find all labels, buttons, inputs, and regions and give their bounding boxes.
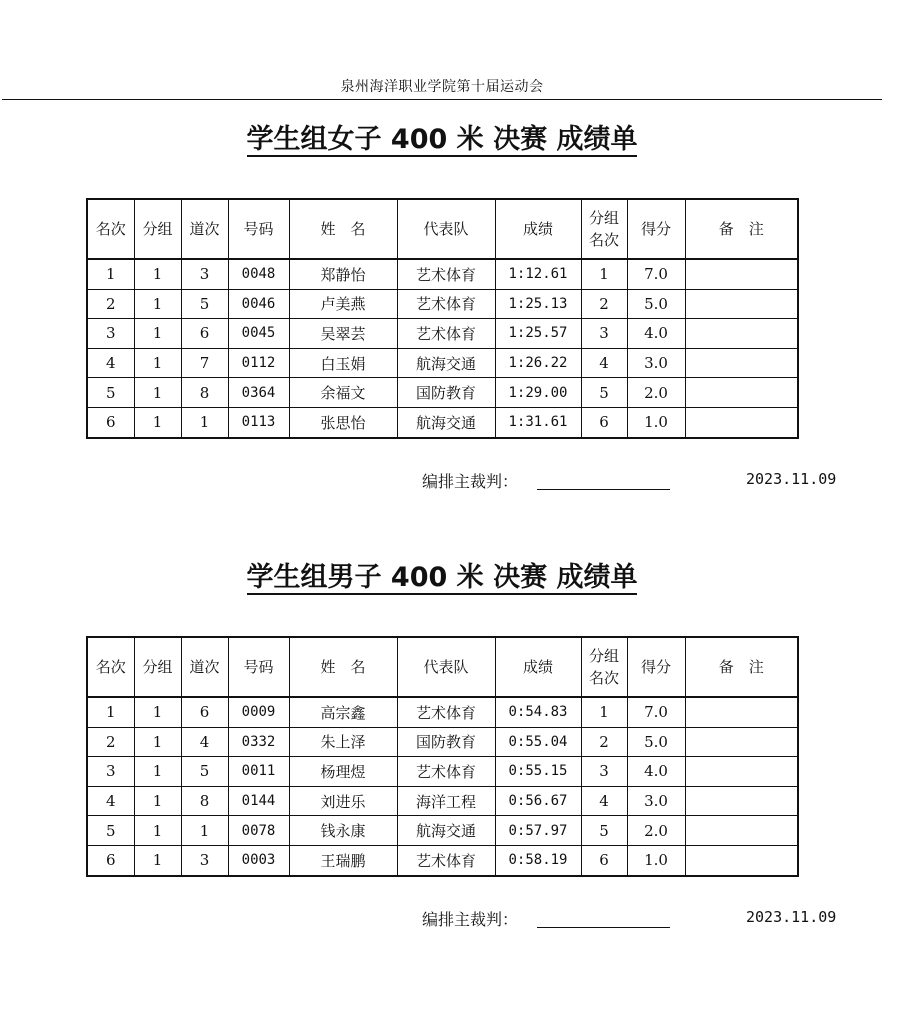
cell-result-time: 0:56.67 — [495, 786, 581, 816]
cell-points: 3.0 — [627, 348, 685, 378]
column-header-group: 分组 — [134, 199, 181, 259]
cell-result-time: 1:26.22 — [495, 348, 581, 378]
cell-result-time: 0:55.04 — [495, 727, 581, 757]
cell-result-time: 1:12.61 — [495, 259, 581, 289]
cell-lane: 6 — [181, 697, 228, 727]
table-row — [87, 786, 798, 816]
cell-team: 海洋工程 — [397, 786, 495, 816]
cell-points: 1.0 — [627, 845, 685, 875]
sheet-title — [0, 558, 884, 598]
column-header-group: 分组 — [134, 637, 181, 697]
table-row — [87, 697, 798, 727]
table-row — [87, 319, 798, 349]
cell-remarks — [685, 727, 798, 757]
sheet-title — [0, 120, 884, 160]
column-header-group-rank: 分组 名次 — [581, 199, 627, 259]
cell-remarks — [685, 697, 798, 727]
cell-bib-number: 0045 — [228, 319, 289, 349]
results-sheet-women — [0, 0, 912, 491]
column-header-lane: 道次 — [181, 637, 228, 697]
cell-points: 2.0 — [627, 816, 685, 846]
cell-team: 国防教育 — [397, 727, 495, 757]
table-row — [87, 259, 798, 289]
cell-lane: 8 — [181, 786, 228, 816]
column-header-bib-number: 号码 — [228, 199, 289, 259]
cell-group: 1 — [134, 845, 181, 875]
cell-group-rank: 6 — [581, 845, 627, 875]
cell-rank: 5 — [87, 816, 134, 846]
cell-lane: 3 — [181, 259, 228, 289]
cell-rank: 3 — [87, 319, 134, 349]
column-header-result-time: 成绩 — [495, 199, 581, 259]
cell-lane: 4 — [181, 727, 228, 757]
cell-rank: 2 — [87, 727, 134, 757]
results-sheet-men — [0, 438, 912, 929]
cell-remarks — [685, 259, 798, 289]
table-row — [87, 407, 798, 437]
cell-points: 7.0 — [627, 259, 685, 289]
cell-group-rank: 5 — [581, 816, 627, 846]
cell-group-rank: 4 — [581, 348, 627, 378]
cell-remarks — [685, 757, 798, 787]
cell-athlete-name: 钱永康 — [289, 816, 397, 846]
cell-athlete-name: 杨理煜 — [289, 757, 397, 787]
cell-athlete-name: 刘进乐 — [289, 786, 397, 816]
cell-remarks — [685, 319, 798, 349]
table-header-row — [87, 199, 798, 259]
cell-bib-number: 0364 — [228, 378, 289, 408]
cell-rank: 3 — [87, 757, 134, 787]
judge-label: 编排主裁判： — [422, 472, 519, 491]
cell-bib-number: 0144 — [228, 786, 289, 816]
cell-bib-number: 0112 — [228, 348, 289, 378]
cell-rank: 1 — [87, 697, 134, 727]
cell-team: 艺术体育 — [397, 259, 495, 289]
cell-remarks — [685, 845, 798, 875]
cell-lane: 3 — [181, 845, 228, 875]
cell-athlete-name: 朱上泽 — [289, 727, 397, 757]
cell-group: 1 — [134, 319, 181, 349]
cell-team: 国防教育 — [397, 378, 495, 408]
cell-points: 2.0 — [627, 378, 685, 408]
table-header-row — [87, 637, 798, 697]
cell-athlete-name: 郑静怡 — [289, 259, 397, 289]
cell-points: 3.0 — [627, 786, 685, 816]
cell-result-time: 0:58.19 — [495, 845, 581, 875]
column-header-rank: 名次 — [87, 199, 134, 259]
cell-result-time: 1:25.13 — [495, 289, 581, 319]
column-header-rank: 名次 — [87, 637, 134, 697]
cell-team: 艺术体育 — [397, 757, 495, 787]
cell-points: 4.0 — [627, 757, 685, 787]
cell-athlete-name: 吴翠芸 — [289, 319, 397, 349]
cell-rank: 6 — [87, 407, 134, 437]
cell-remarks — [685, 786, 798, 816]
cell-team: 艺术体育 — [397, 697, 495, 727]
table-row — [87, 816, 798, 846]
cell-remarks — [685, 378, 798, 408]
cell-bib-number: 0048 — [228, 259, 289, 289]
cell-result-time: 0:57.97 — [495, 816, 581, 846]
cell-athlete-name: 卢美燕 — [289, 289, 397, 319]
cell-lane: 8 — [181, 378, 228, 408]
cell-rank: 4 — [87, 348, 134, 378]
column-header-points: 得分 — [627, 199, 685, 259]
cell-bib-number: 0003 — [228, 845, 289, 875]
cell-team: 航海交通 — [397, 407, 495, 437]
cell-group-rank: 6 — [581, 407, 627, 437]
cell-group-rank: 1 — [581, 259, 627, 289]
cell-group-rank: 3 — [581, 319, 627, 349]
cell-athlete-name: 高宗鑫 — [289, 697, 397, 727]
sheet-date: 2023.11.09 — [746, 470, 837, 488]
column-header-athlete-name: 姓 名 — [289, 199, 397, 259]
cell-bib-number: 0046 — [228, 289, 289, 319]
cell-group: 1 — [134, 697, 181, 727]
cell-group-rank: 4 — [581, 786, 627, 816]
event-header-title: 泉州海洋职业学院第十届运动会 — [340, 79, 544, 95]
cell-remarks — [685, 289, 798, 319]
cell-group-rank: 5 — [581, 378, 627, 408]
cell-lane: 6 — [181, 319, 228, 349]
cell-bib-number: 0332 — [228, 727, 289, 757]
column-header-team: 代表队 — [397, 199, 495, 259]
cell-group-rank: 2 — [581, 289, 627, 319]
cell-group: 1 — [134, 378, 181, 408]
sheet-title-text: 学生组男子 400 米 决赛 成绩单 — [246, 562, 638, 593]
cell-group-rank: 3 — [581, 757, 627, 787]
cell-points: 4.0 — [627, 319, 685, 349]
column-header-athlete-name: 姓 名 — [289, 637, 397, 697]
cell-bib-number: 0078 — [228, 816, 289, 846]
cell-result-time: 0:54.83 — [495, 697, 581, 727]
cell-points: 5.0 — [627, 727, 685, 757]
cell-athlete-name: 余福文 — [289, 378, 397, 408]
table-row — [87, 348, 798, 378]
column-header-group-rank: 分组 名次 — [581, 637, 627, 697]
results-table — [86, 636, 799, 877]
cell-team: 艺术体育 — [397, 845, 495, 875]
cell-points: 1.0 — [627, 407, 685, 437]
cell-points: 7.0 — [627, 697, 685, 727]
cell-group-rank: 1 — [581, 697, 627, 727]
results-table — [86, 198, 799, 439]
cell-lane: 1 — [181, 816, 228, 846]
cell-bib-number: 0113 — [228, 407, 289, 437]
cell-rank: 6 — [87, 845, 134, 875]
cell-group-rank: 2 — [581, 727, 627, 757]
column-header-result-time: 成绩 — [495, 637, 581, 697]
cell-remarks — [685, 816, 798, 846]
cell-team: 艺术体育 — [397, 319, 495, 349]
cell-group: 1 — [134, 816, 181, 846]
cell-remarks — [685, 348, 798, 378]
cell-group: 1 — [134, 407, 181, 437]
cell-lane: 5 — [181, 289, 228, 319]
table-row — [87, 845, 798, 875]
cell-result-time: 1:31.61 — [495, 407, 581, 437]
cell-group: 1 — [134, 259, 181, 289]
cell-rank: 5 — [87, 378, 134, 408]
cell-rank: 2 — [87, 289, 134, 319]
cell-rank: 1 — [87, 259, 134, 289]
cell-group: 1 — [134, 289, 181, 319]
cell-lane: 5 — [181, 757, 228, 787]
table-row — [87, 289, 798, 319]
cell-group: 1 — [134, 727, 181, 757]
cell-group: 1 — [134, 786, 181, 816]
column-header-remarks: 备 注 — [685, 199, 798, 259]
cell-result-time: 1:29.00 — [495, 378, 581, 408]
cell-team: 航海交通 — [397, 816, 495, 846]
cell-rank: 4 — [87, 786, 134, 816]
table-body — [87, 697, 798, 876]
cell-bib-number: 0009 — [228, 697, 289, 727]
cell-athlete-name: 王瑞鹏 — [289, 845, 397, 875]
column-header-bib-number: 号码 — [228, 637, 289, 697]
judge-signature-line — [537, 927, 670, 928]
cell-result-time: 0:55.15 — [495, 757, 581, 787]
cell-team: 航海交通 — [397, 348, 495, 378]
cell-athlete-name: 白玉娟 — [289, 348, 397, 378]
cell-athlete-name: 张思怡 — [289, 407, 397, 437]
cell-group: 1 — [134, 348, 181, 378]
column-header-remarks: 备 注 — [685, 637, 798, 697]
cell-remarks — [685, 407, 798, 437]
cell-result-time: 1:25.57 — [495, 319, 581, 349]
cell-team: 艺术体育 — [397, 289, 495, 319]
column-header-lane: 道次 — [181, 199, 228, 259]
sheet-title-text: 学生组女子 400 米 决赛 成绩单 — [246, 124, 638, 155]
table-row — [87, 378, 798, 408]
cell-group: 1 — [134, 757, 181, 787]
table-body — [87, 259, 798, 438]
column-header-team: 代表队 — [397, 637, 495, 697]
column-header-points: 得分 — [627, 637, 685, 697]
table-row — [87, 727, 798, 757]
cell-lane: 1 — [181, 407, 228, 437]
judge-label: 编排主裁判： — [422, 910, 519, 929]
cell-lane: 7 — [181, 348, 228, 378]
cell-bib-number: 0011 — [228, 757, 289, 787]
sheet-date: 2023.11.09 — [746, 908, 837, 926]
table-row — [87, 757, 798, 787]
cell-points: 5.0 — [627, 289, 685, 319]
